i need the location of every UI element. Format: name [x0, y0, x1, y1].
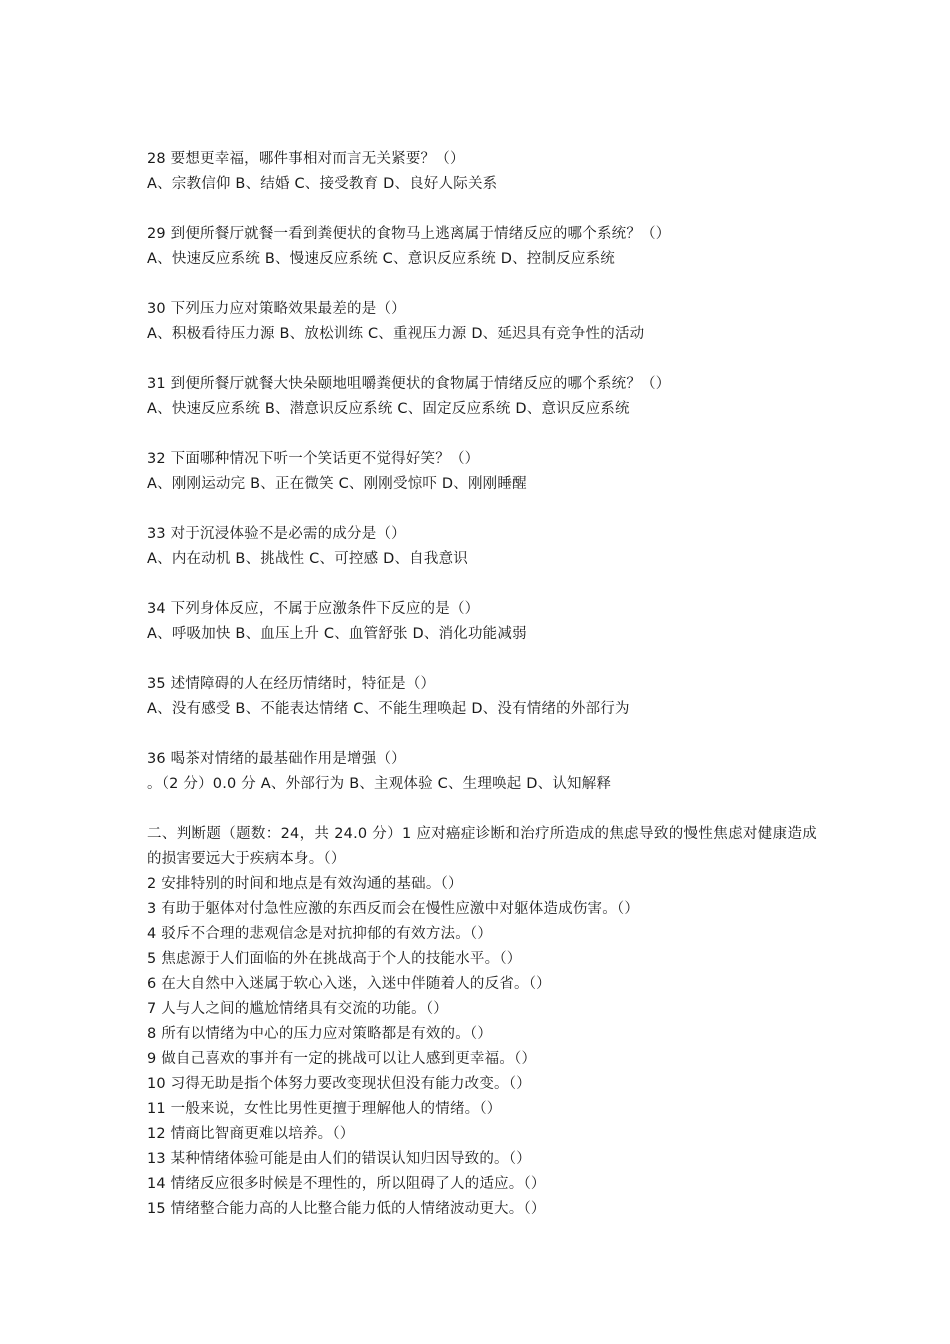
judgment-item: 6 在大自然中入迷属于软心入迷，入迷中伴随着人的反省。（）: [147, 976, 551, 992]
judgment-item: 15 情绪整合能力高的人比整合能力低的人情绪波动更大。（）: [147, 1201, 546, 1217]
question-stem: 30 下列压力应对策略效果最差的是（）: [147, 301, 406, 317]
question-stem: 32 下面哪种情况下听一个笑话更不觉得好笑？（）: [147, 451, 480, 467]
spacer: [147, 197, 817, 222]
judgment-item: 9 做自己喜欢的事并有一定的挑战可以让人感到更幸福。（）: [147, 1051, 537, 1067]
judgment-item: 5 焦虑源于人们面临的外在挑战高于个人的技能水平。（）: [147, 951, 522, 967]
question-options: A、内在动机 B、挑战性 C、可控感 D、自我意识: [147, 551, 468, 567]
spacer: [147, 647, 817, 672]
judgment-item: 14 情绪反应很多时候是不理性的，所以阻碍了人的适应。（）: [147, 1176, 546, 1192]
judgment-item: 3 有助于躯体对付急性应激的东西反而会在慢性应激中对躯体造成伤害。（）: [147, 901, 640, 917]
question-options: A、快速反应系统 B、慢速反应系统 C、意识反应系统 D、控制反应系统: [147, 251, 615, 267]
document-content: [147, 147, 817, 1222]
question-options: A、呼吸加快 B、血压上升 C、血管舒张 D、消化功能减弱: [147, 626, 527, 642]
question-stem: 34 下列身体反应，不属于应激条件下反应的是（）: [147, 601, 480, 617]
spacer: [147, 422, 817, 447]
question-stem: 31 到便所餐厅就餐大快朵颐地咀嚼粪便状的食物属于情绪反应的哪个系统？（）: [147, 376, 671, 392]
spacer: [147, 797, 817, 822]
judgment-item: 4 驳斥不合理的悲观信念是对抗抑郁的有效方法。（）: [147, 926, 493, 942]
judgment-item: 13 某种情绪体验可能是由人们的错误认知归因导致的。（）: [147, 1151, 531, 1167]
spacer: [147, 272, 817, 297]
question-options: A、快速反应系统 B、潜意识反应系统 C、固定反应系统 D、意识反应系统: [147, 401, 630, 417]
question-stem: 29 到便所餐厅就餐一看到粪便状的食物马上逃离属于情绪反应的哪个系统？（）: [147, 226, 671, 242]
judgment-item: 12 情商比智商更难以培养。（）: [147, 1126, 355, 1142]
question-stem: 36 喝茶对情绪的最基础作用是增强（）: [147, 751, 406, 767]
question-stem: 35 述情障碍的人在经历情绪时，特征是（）: [147, 676, 436, 692]
section-two-intro: 二、判断题（题数：24，共 24.0 分）1 应对癌症诊断和治疗所造成的焦虑导致的慢性焦虑对健康造成的损害要远大于疾病本身。（）: [147, 826, 817, 867]
question-options: A、宗教信仰 B、结婚 C、接受教育 D、良好人际关系: [147, 176, 498, 192]
spacer: [147, 572, 817, 597]
judgment-item: 10 习得无助是指个体努力要改变现状但没有能力改变。（）: [147, 1076, 531, 1092]
question-stem: 33 对于沉浸体验不是必需的成分是（）: [147, 526, 406, 542]
question-options: A、没有感受 B、不能表达情绪 C、不能生理唤起 D、没有情绪的外部行为: [147, 701, 630, 717]
judgment-item: 11 一般来说，女性比男性更擅于理解他人的情绪。（）: [147, 1101, 502, 1117]
question-options: A、刚刚运动完 B、正在微笑 C、刚刚受惊吓 D、刚刚睡醒: [147, 476, 527, 492]
judgment-item: 2 安排特别的时间和地点是有效沟通的基础。（）: [147, 876, 463, 892]
judgment-item: 8 所有以情绪为中心的压力应对策略都是有效的。（）: [147, 1026, 493, 1042]
question-options: 。（2 分）0.0 分 A、外部行为 B、主观体验 C、生理唤起 D、认知解释: [147, 776, 612, 792]
question-stem: 28 要想更幸福，哪件事相对而言无关紧要？（）: [147, 151, 465, 167]
spacer: [147, 347, 817, 372]
spacer: [147, 497, 817, 522]
judgment-item: 7 人与人之间的尴尬情绪具有交流的功能。（）: [147, 1001, 448, 1017]
spacer: [147, 722, 817, 747]
question-options: A、积极看待压力源 B、放松训练 C、重视压力源 D、延迟具有竞争性的活动: [147, 326, 645, 342]
